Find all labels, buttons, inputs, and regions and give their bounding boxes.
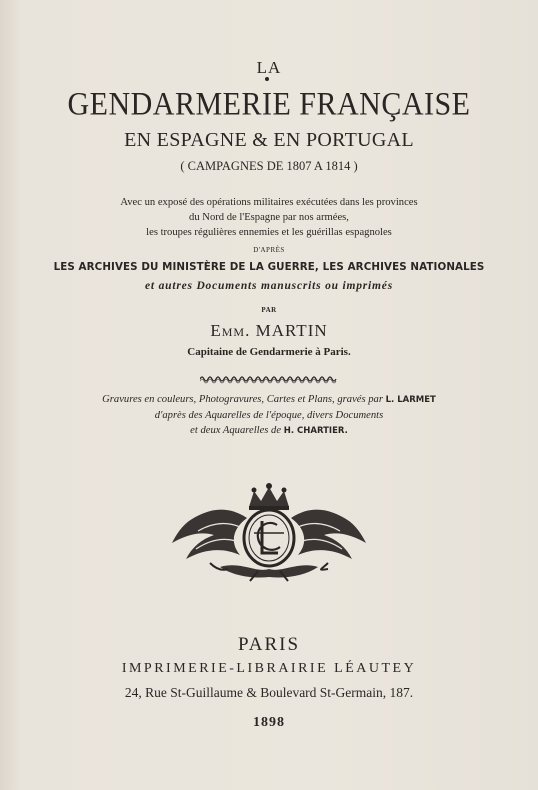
description-line: du Nord de l'Espagne par nos armées, [189, 212, 349, 223]
author-title: Capitaine de Gendarmerie à Paris. [187, 346, 351, 358]
title-article: LA [256, 58, 282, 77]
description-line: Avec un exposé des opérations militaires exécutées dans les provinces [120, 197, 418, 208]
ornament-dot [265, 77, 269, 81]
archives-line: LES ARCHIVES DU MINISTÈRE DE LA GUERRE, LES ARCHIVES NATIONALES [53, 261, 485, 273]
subtitle: EN ESPAGNE & EN PORTUGAL [124, 129, 414, 151]
dapres-label: D'APRÈS [253, 246, 285, 254]
engravings-line-1 [0, 392, 538, 408]
imprint-city: PARIS [237, 634, 301, 655]
engravings-text: et deux Aquarelles de [190, 425, 282, 436]
description-line: les troupes régulières ennemies et les guérillas espagnoles [146, 227, 392, 238]
wavy-divider [200, 374, 338, 384]
par-label: PAR [261, 306, 277, 314]
imprint-publisher: IMPRIMERIE-LIBRAIRIE LÉAUTEY [121, 661, 417, 676]
main-title: GENDARMERIE FRANÇAISE [67, 86, 471, 123]
author-first: Emm. [210, 321, 251, 340]
campaign-dates: ( CAMPAGNES DE 1807 A 1814 ) [180, 159, 358, 173]
imprint-year: 1898 [253, 715, 285, 730]
author-last: MARTIN [255, 321, 328, 340]
watercolorist-name: H. CHARTIER. [283, 426, 348, 436]
imprint-address: 24, Rue St-Guillaume & Boulevard St-Germain, 187. [124, 685, 414, 700]
description-block [0, 195, 538, 240]
other-documents-line: et autres Documents manuscrits ou imprimés [145, 280, 393, 292]
engravings-block [0, 392, 538, 439]
publisher-monogram-emblem-icon [170, 483, 368, 583]
engravings-line-3 [0, 423, 538, 439]
author-name [0, 321, 538, 341]
engraver-name: L. LARMET [385, 395, 436, 405]
engravings-line-2: d'après des Aquarelles de l'époque, divers Documents [154, 410, 384, 421]
engravings-text: Gravures en couleurs, Photogravures, Cartes et Plans, gravés par [102, 394, 383, 405]
